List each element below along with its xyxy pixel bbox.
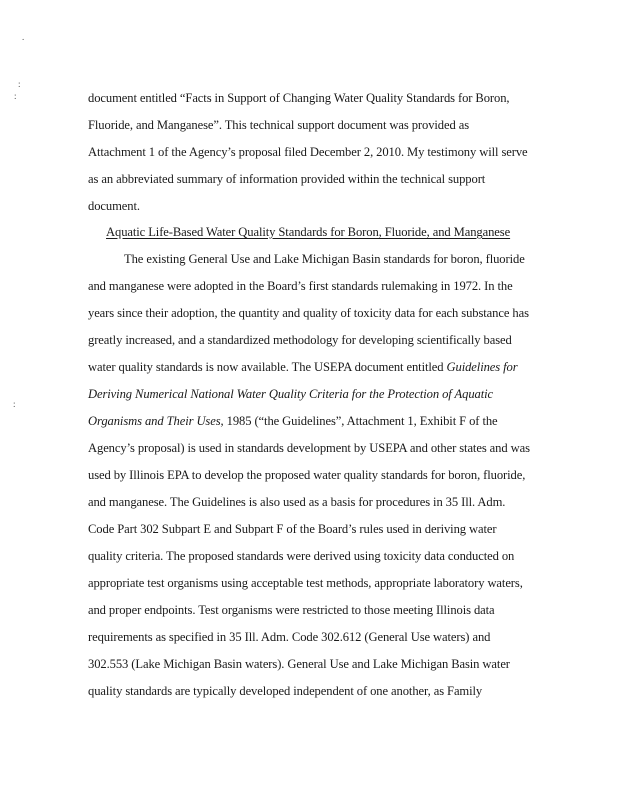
text-line: years since their adoption, the quantity and quality of toxicity data for each substance has [88,306,529,320]
text-line: requirements as specified in 35 Ill. Adm. Code 302.612 (General Use waters) and [88,630,491,644]
text-line: document. [88,199,140,213]
margin-mark: . [22,32,25,42]
text-line: greatly increased, and a standardized methodology for developing scientifically based [88,333,512,347]
text-line: document entitled “Facts in Support of Changing Water Quality Standards for Boron, [88,91,510,105]
text-run: water quality standards is now available. The USEPA document entitled [88,360,444,374]
text-line: used by Illinois EPA to develop the proposed water quality standards for boron, fluoride, [88,468,526,482]
guidelines-title: Deriving Numerical National Water Quality Criteria for the Protection of Aquatic [88,387,493,401]
text-line: and manganese were adopted in the Board’s first standards rulemaking in 1972. In the [88,279,513,293]
text-line: Agency’s proposal) is used in standards development by USEPA and other states and was [88,441,530,455]
text-line [88,414,498,428]
text-line: appropriate test organisms using acceptable test methods, appropriate laboratory waters, [88,576,523,590]
guidelines-title: Guidelines for [446,360,518,374]
text-line: as an abbreviated summary of information provided within the technical support [88,172,486,186]
text-line: quality standards are typically developed independent of one another, as Family [88,684,483,698]
text-line: 302.553 (Lake Michigan Basin waters). General Use and Lake Michigan Basin water [88,657,510,671]
guidelines-title: Organisms and Their Uses, [88,414,224,428]
text-line: Code Part 302 Subpart E and Subpart F of the Board’s rules used in deriving water [88,522,497,536]
margin-mark: : [18,79,21,89]
text-run: 1985 (“the Guidelines”, Attachment 1, Exhibit F of the [223,414,498,428]
text-line [88,387,493,401]
text-line [88,360,518,374]
margin-mark: : [14,91,17,101]
text-line: The existing General Use and Lake Michigan Basin standards for boron, fluoride [124,252,525,266]
text-line: and proper endpoints. Test organisms were restricted to those meeting Illinois data [88,603,495,617]
text-line: Attachment 1 of the Agency’s proposal filed December 2, 2010. My testimony will serve [88,145,528,159]
text-line: quality criteria. The proposed standards were derived using toxicity data conducted on [88,549,515,563]
section-heading: Aquatic Life-Based Water Quality Standards for Boron, Fluoride, and Manganese [106,225,511,239]
text-line: and manganese. The Guidelines is also used as a basis for procedures in 35 Ill. Adm. [88,495,506,509]
text-line: Fluoride, and Manganese”. This technical support document was provided as [88,118,470,132]
margin-mark: : [13,399,16,409]
